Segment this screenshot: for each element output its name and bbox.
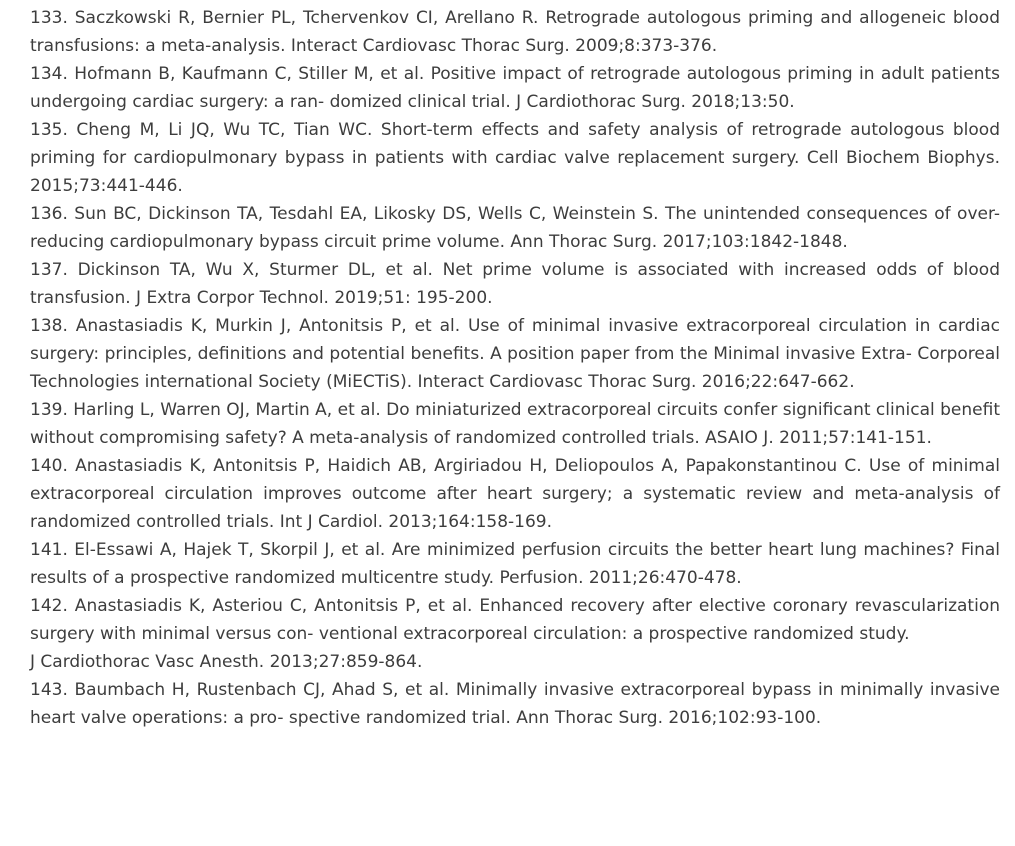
reference-142-continuation: J Cardiothorac Vasc Anesth. 2013;27:859-864. [30, 652, 423, 672]
reference-133: 133. Saczkowski R, Bernier PL, Tchervenkov CI, Arellano R. Retrograde autologous priming and allogeneic blood transfusions: a meta-analysis. Interact Cardiovasc Thorac Surg. 2009;8:373-376. [30, 8, 1000, 56]
reference-list [30, 4, 1000, 732]
reference-136: 136. Sun BC, Dickinson TA, Tesdahl EA, Likosky DS, Wells C, Weinstein S. The unintended consequences of over-reducing cardiopulmonary bypass circuit prime volume. Ann Thorac Surg. 2017;103:1842-1848. [30, 204, 1000, 252]
reference-140: 140. Anastasiadis K, Antonitsis P, Haidich AB, Argiriadou H, Deliopoulos A, Papakonstantinou C. Use of minimal extracorporeal circulation improves outcome after heart surgery; a systematic review and meta-analysis of randomized controlled trials. Int J Cardiol. 2013;164:158-169. [30, 456, 1000, 532]
reference-141: 141. El-Essawi A, Hajek T, Skorpil J, et al. Are minimized perfusion circuits the better heart lung machines? Final results of a prospective randomized multicentre study. Perfusion. 2011;26:470-478. [30, 540, 1000, 588]
reference-142: 142. Anastasiadis K, Asteriou C, Antonitsis P, et al. Enhanced recovery after elective coronary revascularization surgery with minimal versus con- ventional extracorporeal circulation: a prospective randomized study. [30, 596, 1000, 644]
reference-137: 137. Dickinson TA, Wu X, Sturmer DL, et al. Net prime volume is associated with increased odds of blood transfusion. J Extra Corpor Technol. 2019;51: 195-200. [30, 260, 1000, 308]
reference-139: 139. Harling L, Warren OJ, Martin A, et al. Do miniaturized extracorporeal circuits confer significant clinical benefit without compromising safety? A meta-analysis of randomized controlled trials. ASAIO J. 2011;57:141-151. [30, 400, 1000, 448]
reference-143: 143. Baumbach H, Rustenbach CJ, Ahad S, et al. Minimally invasive extracorporeal bypass in minimally invasive heart valve operations: a pro- spective randomized trial. Ann Thorac Surg. 2016;102:93-100. [30, 680, 1000, 728]
reference-138: 138. Anastasiadis K, Murkin J, Antonitsis P, et al. Use of minimal invasive extracorporeal circulation in cardiac surgery: principles, definitions and potential benefits. A position paper from the Minimal invasive Extra- Corporeal Technologies international Society (MiECTiS). Interact Cardiovasc Thorac Surg. 2016;22:647-662. [30, 316, 1000, 392]
reference-135: 135. Cheng M, Li JQ, Wu TC, Tian WC. Short-term effects and safety analysis of retrograde autologous blood priming for cardiopulmonary bypass in patients with cardiac valve replacement surgery. Cell Biochem Biophys. 2015;73:441-446. [30, 120, 1000, 196]
reference-134: 134. Hofmann B, Kaufmann C, Stiller M, et al. Positive impact of retrograde autologous priming in adult patients undergoing cardiac surgery: a ran- domized clinical trial. J Cardiothorac Surg. 2018;13:50. [30, 64, 1000, 112]
